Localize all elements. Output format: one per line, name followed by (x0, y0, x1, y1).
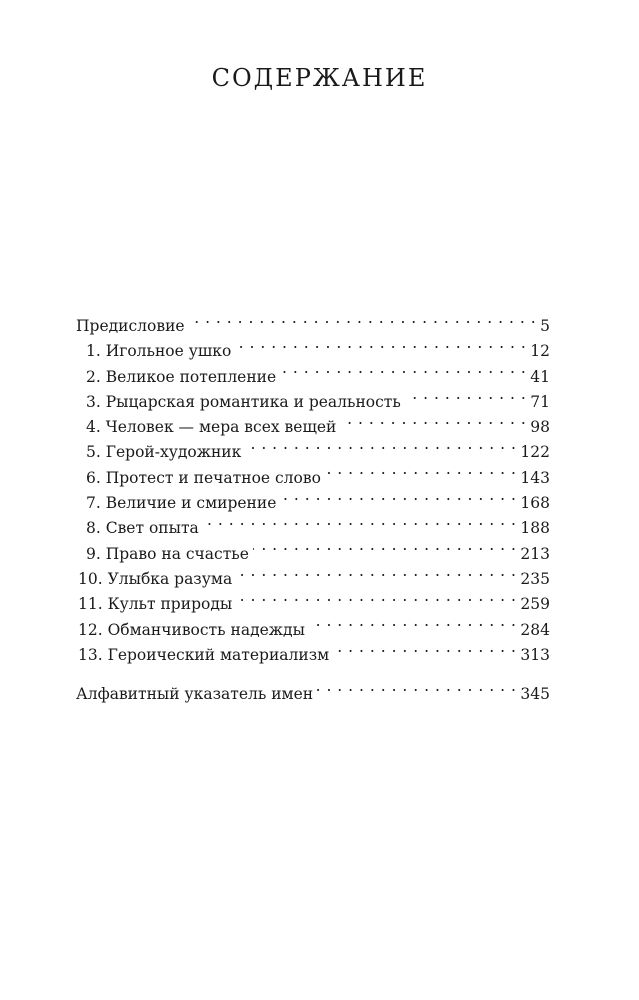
toc-entry-chapter-1 (76, 339, 550, 364)
toc-entry-label: 13. Героический материализм (78, 645, 330, 664)
dot-leader (253, 543, 516, 559)
toc-entry-page: 143 (520, 468, 550, 487)
dot-leader (309, 619, 516, 635)
dot-leader (280, 366, 526, 382)
toc-entry-chapter-4 (76, 415, 550, 440)
dot-leader (317, 684, 516, 700)
toc-entry-label: 11. Культ природы (78, 595, 233, 614)
toc-entry-chapter-8 (76, 516, 550, 541)
toc-entry-page: 5 (540, 317, 550, 335)
toc-entry-page: 284 (520, 620, 550, 639)
toc-entry-page: 41 (530, 367, 550, 386)
dot-leader (236, 568, 516, 584)
toc-entry-page: 259 (520, 595, 550, 614)
toc-entry-label: 7. Величие и смирение (86, 494, 277, 513)
toc-entry-page: 345 (520, 685, 550, 704)
toc-entry-label: 12. Обманчивость надежды (78, 620, 305, 639)
table-of-contents (76, 314, 550, 707)
dot-leader (203, 518, 517, 534)
toc-entry-page: 213 (520, 544, 550, 563)
toc-entry-label: 10. Улыбка разума (78, 569, 233, 588)
toc-entry-name-index (76, 682, 550, 707)
toc-entry-label: 9. Право на счастье (86, 544, 249, 563)
toc-entry-chapter-3 (76, 390, 550, 415)
toc-entry-page: 188 (520, 519, 550, 538)
toc-entry-page: 168 (520, 494, 550, 513)
toc-entry-label: 4. Человек — мера всех вещей (86, 418, 337, 437)
toc-entry-chapter-12 (76, 618, 550, 643)
dot-leader (280, 493, 516, 509)
toc-entry-label: Алфавитный указатель имен (76, 685, 314, 704)
toc-entry-chapter-13 (76, 643, 550, 668)
toc-entry-chapter-2 (76, 365, 550, 390)
toc-entry-chapter-9 (76, 542, 550, 567)
dot-leader (325, 467, 516, 483)
toc-entry-chapter-5 (76, 440, 550, 465)
toc-entry-label: 6. Протест и печатное слово (86, 468, 321, 487)
page-title: СОДЕРЖАНИЕ (211, 64, 428, 92)
toc-entry-chapter-11 (76, 592, 550, 617)
dot-leader (405, 391, 526, 407)
toc-entry-page: 71 (530, 392, 550, 411)
dot-leader (235, 341, 526, 357)
dot-leader (340, 417, 526, 433)
dot-leader (236, 594, 516, 610)
toc-entry-chapter-10 (76, 567, 550, 592)
toc-entry-preface (76, 314, 550, 339)
dot-leader (333, 644, 516, 660)
toc-entry-label: 2. Великое потепление (86, 367, 277, 386)
toc-entry-page: 122 (520, 443, 550, 462)
toc-entry-label: 5. Герой-художник (86, 443, 242, 462)
dot-leader (245, 442, 516, 458)
toc-entry-page: 313 (520, 645, 550, 664)
toc-entry-label: Предисловие (76, 317, 185, 335)
toc-entry-chapter-7 (76, 491, 550, 516)
toc-entry-page: 98 (530, 418, 550, 437)
toc-entry-page: 235 (520, 569, 550, 588)
dot-leader (189, 316, 537, 332)
toc-entry-label: 1. Игольное ушко (86, 342, 232, 361)
toc-entry-chapter-6 (76, 466, 550, 491)
toc-entry-page: 12 (530, 342, 550, 361)
toc-entry-label: 8. Свет опыта (86, 519, 199, 538)
toc-entry-label: 3. Рыцарская романтика и реальность (86, 392, 401, 411)
